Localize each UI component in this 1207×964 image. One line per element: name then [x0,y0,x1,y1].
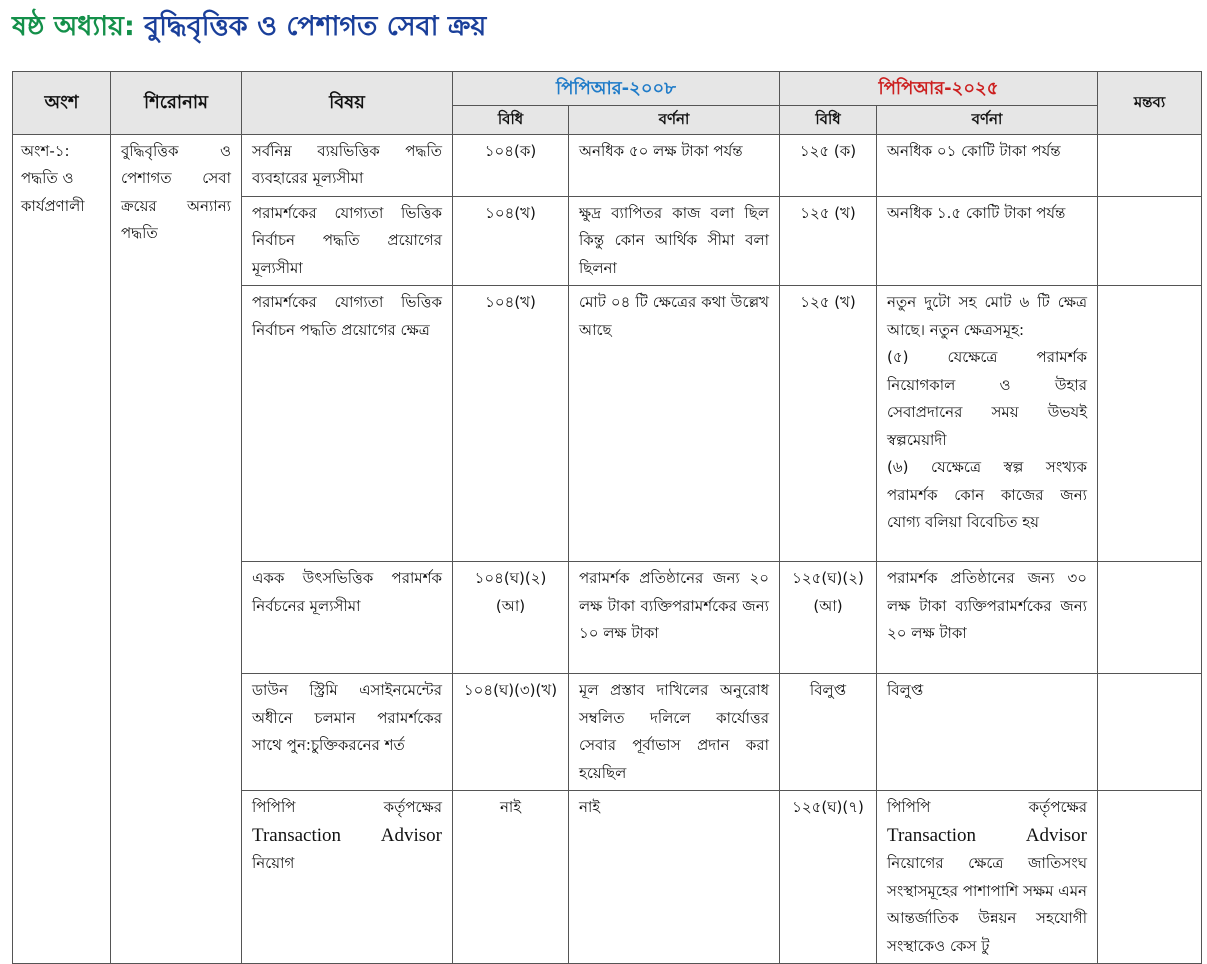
desc-english-text: Transaction Advisor [887,824,1087,846]
chapter-title: বুদ্ধিবৃত্তিক ও পেশাগত সেবা ক্রয় [144,11,487,42]
rule-2008-cell: ১০৪(ঘ)(২)(আ) [453,562,569,674]
rule-2025-cell: ১২৫(ঘ)(২)(আ) [780,562,877,674]
remarks-cell [1098,791,1202,964]
desc-2025-cell: পরামর্শক প্রতিষ্ঠানের জন্য ৩০ লক্ষ টাকা ব্যক্তিপরামর্শকের জন্য ২০ লক্ষ টাকা [877,562,1098,674]
subject-english-text: Transaction Advisor [252,824,442,846]
desc-2008-cell: ক্ষুদ্র ব্যাপিতর কাজ বলা ছিল কিন্তু কোন আর্থিক সীমা বলা ছিলনা [569,196,780,286]
rule-2008-cell: নাই [453,791,569,964]
subject-text: নিয়োগ [252,854,295,872]
desc-2025-cell [877,791,1098,964]
header-heading: শিরোনাম [111,72,242,135]
desc-2025-cell: অনধিক ০১ কোটি টাকা পর্যন্ত [877,134,1098,196]
part-cell: অংশ-১: পদ্ধতি ও কার্যপ্রণালী [13,134,111,964]
header-ppr2025: পিপিআর-২০২৫ [780,72,1098,106]
header-desc-2008: বর্ণনা [569,106,780,135]
rule-2025-cell: ১২৫ (খ) [780,196,877,286]
desc-text: পিপিপি কর্তৃপক্ষের [887,798,1087,816]
desc-2025-cell: অনধিক ১.৫ কোটি টাকা পর্যন্ত [877,196,1098,286]
subject-text: পিপিপি কর্তৃপক্ষের [252,798,442,816]
rule-2008-cell: ১০৪(ঘ)(৩)(খ) [453,674,569,791]
subject-cell: পরামর্শকের যোগ্যতা ভিত্তিক নির্বাচন পদ্ধতি প্রয়োগের মূল্যসীমা [242,196,453,286]
desc-2008-cell: মোট ০৪ টি ক্ষেত্রের কথা উল্লেখ আছে [569,286,780,562]
desc-text: নিয়োগের ক্ষেত্রে জাতিসংঘ সংস্থাসমূহের পাশাপাশি সক্ষম এমন আন্তর্জাতিক উন্নয়ন সহযোগী সংস্থাকেও কেস টু [887,854,1087,955]
chapter-label: ষষ্ঠ অধ্যায়: [12,11,135,42]
header-subject: বিষয় [242,72,453,135]
header-part: অংশ [13,72,111,135]
header-rule-2008: বিধি [453,106,569,135]
desc-2008-cell: পরামর্শক প্রতিষ্ঠানের জন্য ২০ লক্ষ টাকা ব্যক্তিপরামর্শকের জন্য ১০ লক্ষ টাকা [569,562,780,674]
rule-2008-cell: ১০৪(খ) [453,286,569,562]
header-desc-2025: বর্ণনা [877,106,1098,135]
subject-cell: পরামর্শকের যোগ্যতা ভিত্তিক নির্বাচন পদ্ধতি প্রয়োগের ক্ষেত্র [242,286,453,562]
remarks-cell [1098,196,1202,286]
rule-2008-cell: ১০৪(খ) [453,196,569,286]
remarks-cell [1098,134,1202,196]
header-rule-2025: বিধি [780,106,877,135]
desc-line: নতুন দুটো সহ মোট ৬ টি ক্ষেত্র আছে। নতুন ক্ষেত্রসমূহ: [887,293,1087,339]
desc-2025-cell: বিলুপ্ত [877,674,1098,791]
rule-2025-cell: ১২৫ (ক) [780,134,877,196]
remarks-cell [1098,286,1202,562]
header-row [13,72,1202,106]
subject-cell: একক উৎসভিত্তিক পরামর্শক নির্বচনের মূল্যসীমা [242,562,453,674]
subject-cell: ডাউন স্ট্রিমি এসাইনমেন্টের অধীনে চলমান পরামর্শকের সাথে পুন:চুক্তিকরনের শর্ত [242,674,453,791]
desc-line: (৫) যেক্ষেত্রে পরামর্শক নিয়োগকাল ও উহার সেবাপ্রদানের সময় উভযই স্বল্পমেয়াদী [887,348,1087,449]
remarks-cell [1098,562,1202,674]
desc-2008-cell: নাই [569,791,780,964]
heading-cell: বুদ্ধিবৃত্তিক ও পেশাগত সেবা ক্রয়ের অন্যান্য পদ্ধতি [111,134,242,964]
rule-2008-cell: ১০৪(ক) [453,134,569,196]
desc-2008-cell: মূল প্রস্তাব দাখিলের অনুরোধ সম্বলিত দলিলে কার্যোত্তর সেবার পূর্বাভাস প্রদান করা হয়েছিল [569,674,780,791]
rule-2025-cell: ১২৫ (খ) [780,286,877,562]
header-ppr2008: পিপিআর-২০০৮ [453,72,780,106]
comparison-table [12,71,1202,964]
rule-2025-cell: বিলুপ্ত [780,674,877,791]
table-row [13,134,1202,196]
remarks-cell [1098,674,1202,791]
page-title [12,6,486,51]
rule-2025-cell: ১২৫(ঘ)(৭) [780,791,877,964]
desc-2025-cell [877,286,1098,562]
header-remarks: মন্তব্য [1098,72,1202,135]
subject-cell: সর্বনিম্ন ব্যয়ভিত্তিক পদ্ধতি ব্যবহারের মূল্যসীমা [242,134,453,196]
desc-2008-cell: অনধিক ৫০ লক্ষ টাকা পর্যন্ত [569,134,780,196]
subject-cell [242,791,453,964]
desc-line: (৬) যেক্ষেত্রে স্বল্প সংখ্যক পরামর্শক কোন কাজের জন্য যোগ্য বলিয়া বিবেচিত হয় [887,458,1087,531]
